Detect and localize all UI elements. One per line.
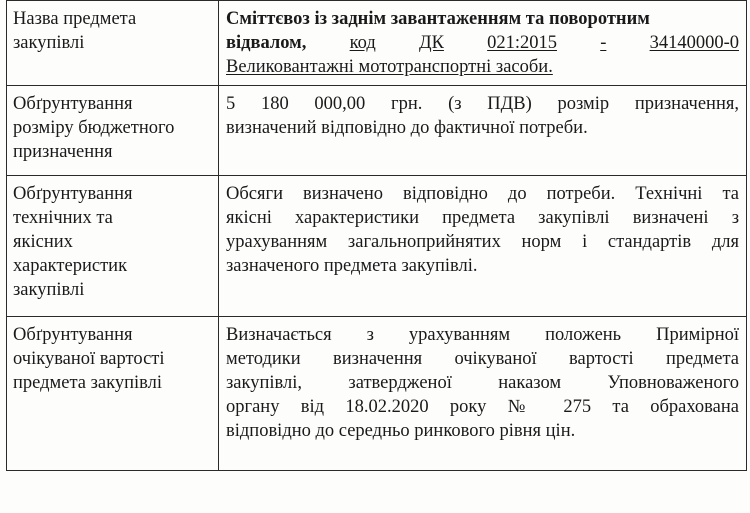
label-line: закупівлі	[13, 280, 85, 300]
value-line: Обсяги визначено відповідно до потреби. Технічні та	[226, 184, 739, 204]
table-row	[7, 176, 747, 317]
row-value	[219, 317, 747, 471]
value-line: Визначається з урахуванням положень Примірної	[226, 325, 739, 345]
row-label	[7, 1, 219, 86]
value-line: зазначеного предмета закупівлі.	[226, 256, 478, 276]
code-word: 34140000-0	[649, 33, 739, 53]
row-label	[7, 86, 219, 176]
row-label	[7, 317, 219, 471]
value-line: 5 180 000,00 грн. (з ПДВ) розмір призначення,	[226, 94, 739, 114]
item-title-code-line	[226, 31, 739, 55]
item-title-line: Сміттєвоз із заднім завантаженням та поворотним	[226, 9, 650, 29]
row-value	[219, 1, 747, 86]
code-word: ДК	[418, 33, 444, 53]
label-line: предмета закупівлі	[13, 373, 162, 393]
label-line: очікуваної вартості	[13, 349, 165, 369]
table-row	[7, 1, 747, 86]
value-line: органу від 18.02.2020 року № 275 та обрахована	[226, 397, 739, 417]
procurement-justification-table	[6, 0, 747, 471]
value-line: методики визначення очікуваної вартості предмета	[226, 349, 739, 369]
code-word: -	[600, 33, 607, 53]
code-word: 021:2015	[487, 33, 558, 53]
label-line: призначення	[13, 142, 113, 162]
label-line: Назва предмета	[13, 9, 137, 29]
item-title	[226, 7, 739, 31]
value-line: урахуванням загальноприйнятих норм і стандартів для	[226, 232, 739, 252]
value-line: якісні характеристики предмета закупівлі визначені з	[226, 208, 739, 228]
row-value	[219, 86, 747, 176]
label-line: Обґрунтування	[13, 325, 133, 345]
label-line: Обґрунтування	[13, 94, 133, 114]
row-label	[7, 176, 219, 317]
label-line: Обґрунтування	[13, 184, 133, 204]
value-line: визначений відповідно до фактичної потреби.	[226, 118, 588, 138]
label-line: якісних	[13, 232, 73, 252]
table-row	[7, 317, 747, 471]
value-line: закупівлі, затвердженої наказом Уповноваженого	[226, 373, 739, 393]
code-description: Великовантажні мототранспортні засоби.	[226, 57, 553, 77]
label-line: технічних та	[13, 208, 113, 228]
label-line: розміру бюджетного	[13, 118, 175, 138]
label-line: закупівлі	[13, 33, 85, 53]
table-row	[7, 86, 747, 176]
item-title-line: відвалом,	[226, 33, 307, 53]
value-line: відповідно до середньо ринкового рівня цін.	[226, 421, 576, 441]
label-line: характеристик	[13, 256, 128, 276]
row-value	[219, 176, 747, 317]
code-word: код	[349, 33, 376, 53]
